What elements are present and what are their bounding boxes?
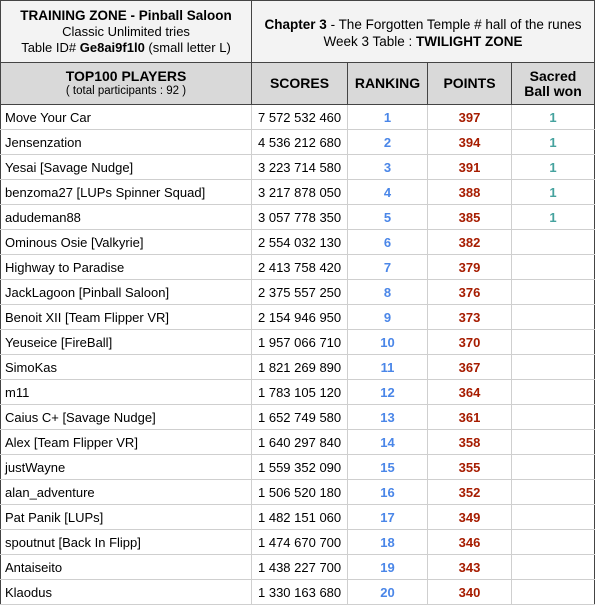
table-row[interactable] (1, 230, 595, 255)
ranking-cell[interactable]: 10 (348, 330, 428, 355)
zone-title: TRAINING ZONE - Pinball Saloon (20, 7, 232, 23)
score-cell[interactable]: 3 217 878 050 (252, 180, 348, 205)
points-cell[interactable]: 352 (428, 480, 512, 505)
player-name-cell[interactable]: Highway to Paradise (1, 255, 252, 280)
ranking-cell[interactable]: 4 (348, 180, 428, 205)
score-cell[interactable]: 1 957 066 710 (252, 330, 348, 355)
player-name-cell[interactable]: Benoit XII [Team Flipper VR] (1, 305, 252, 330)
points-cell[interactable]: 346 (428, 530, 512, 555)
points-cell[interactable]: 340 (428, 580, 512, 605)
ranking-cell[interactable]: 9 (348, 305, 428, 330)
score-cell[interactable]: 7 572 532 460 (252, 105, 348, 130)
ranking-cell[interactable]: 17 (348, 505, 428, 530)
score-cell[interactable]: 4 536 212 680 (252, 130, 348, 155)
table-row[interactable] (1, 405, 595, 430)
score-cell[interactable]: 1 330 163 680 (252, 580, 348, 605)
ranking-cell[interactable]: 14 (348, 430, 428, 455)
ranking-cell[interactable]: 7 (348, 255, 428, 280)
table-row[interactable] (1, 180, 595, 205)
player-name-cell[interactable]: Pat Panik [LUPs] (1, 505, 252, 530)
player-name-cell[interactable]: m11 (1, 380, 252, 405)
sacred-ball-cell[interactable]: 1 (512, 105, 595, 130)
table-row[interactable] (1, 330, 595, 355)
table-row[interactable] (1, 480, 595, 505)
table-row[interactable] (1, 130, 595, 155)
table-row[interactable] (1, 105, 595, 130)
players-header-label: TOP100 PLAYERS (65, 67, 187, 84)
sacred-ball-cell[interactable] (512, 380, 595, 405)
ranking-cell[interactable]: 13 (348, 405, 428, 430)
table-name: TWILIGHT ZONE (416, 33, 523, 49)
table-row[interactable] (1, 305, 595, 330)
points-cell[interactable]: 367 (428, 355, 512, 380)
score-cell[interactable]: 2 554 032 130 (252, 230, 348, 255)
players-column-header[interactable] (1, 63, 252, 105)
chapter-info-cell (252, 1, 595, 63)
table-row[interactable] (1, 580, 595, 605)
sacred-ball-cell[interactable] (512, 255, 595, 280)
table-row[interactable] (1, 530, 595, 555)
player-name-cell[interactable]: Yeuseice [FireBall] (1, 330, 252, 355)
player-name-cell[interactable]: alan_adventure (1, 480, 252, 505)
points-column-header[interactable]: POINTS (428, 63, 512, 105)
table-row[interactable] (1, 205, 595, 230)
table-row[interactable] (1, 255, 595, 280)
ranking-cell[interactable]: 19 (348, 555, 428, 580)
sacred-ball-cell[interactable] (512, 280, 595, 305)
scores-column-header[interactable]: SCORES (252, 63, 348, 105)
points-cell[interactable]: 376 (428, 280, 512, 305)
player-name-cell[interactable]: Caius C+ [Savage Nudge] (1, 405, 252, 430)
ranking-cell[interactable]: 18 (348, 530, 428, 555)
ranking-cell[interactable]: 11 (348, 355, 428, 380)
sacred-ball-cell[interactable] (512, 530, 595, 555)
ranking-cell[interactable]: 8 (348, 280, 428, 305)
player-name-cell[interactable]: Ominous Osie [Valkyrie] (1, 230, 252, 255)
points-cell[interactable]: 355 (428, 455, 512, 480)
points-cell[interactable]: 391 (428, 155, 512, 180)
score-cell[interactable]: 1 821 269 890 (252, 355, 348, 380)
score-cell[interactable]: 1 438 227 700 (252, 555, 348, 580)
sacred-header-line2: Ball won (524, 82, 582, 99)
score-cell[interactable]: 1 652 749 580 (252, 405, 348, 430)
score-cell[interactable]: 1 640 297 840 (252, 430, 348, 455)
player-name-cell[interactable]: adudeman88 (1, 205, 252, 230)
sacred-ball-cell[interactable] (512, 505, 595, 530)
column-header-row (1, 63, 595, 105)
player-name-cell[interactable]: SimoKas (1, 355, 252, 380)
table-row[interactable] (1, 380, 595, 405)
score-cell[interactable]: 2 375 557 250 (252, 280, 348, 305)
player-rows (1, 105, 595, 605)
player-name-cell[interactable]: benzoma27 [LUPs Spinner Squad] (1, 180, 252, 205)
sacred-ball-cell[interactable] (512, 305, 595, 330)
points-cell[interactable]: 364 (428, 380, 512, 405)
player-name-cell[interactable]: spoutnut [Back In Flipp] (1, 530, 252, 555)
ranking-cell[interactable]: 15 (348, 455, 428, 480)
title-row (1, 1, 595, 63)
player-name-cell[interactable]: justWayne (1, 455, 252, 480)
score-cell[interactable]: 1 783 105 120 (252, 380, 348, 405)
sacred-column-header[interactable] (512, 63, 595, 105)
table-id-value: Ge8ai9f1l0 (79, 39, 145, 55)
sacred-ball-cell[interactable] (512, 455, 595, 480)
points-cell[interactable]: 349 (428, 505, 512, 530)
points-cell[interactable]: 358 (428, 430, 512, 455)
points-cell[interactable]: 379 (428, 255, 512, 280)
player-name-cell[interactable]: Antaiseito (1, 555, 252, 580)
points-cell[interactable]: 361 (428, 405, 512, 430)
ranking-cell[interactable]: 1 (348, 105, 428, 130)
points-cell[interactable]: 382 (428, 230, 512, 255)
sacred-ball-cell[interactable]: 1 (512, 130, 595, 155)
player-name-cell[interactable]: JackLagoon [Pinball Saloon] (1, 280, 252, 305)
player-name-cell[interactable]: Move Your Car (1, 105, 252, 130)
points-cell[interactable]: 385 (428, 205, 512, 230)
table-row[interactable] (1, 505, 595, 530)
week-line (252, 33, 594, 50)
score-cell[interactable]: 2 154 946 950 (252, 305, 348, 330)
table-row[interactable] (1, 555, 595, 580)
score-cell[interactable]: 3 057 778 350 (252, 205, 348, 230)
sacred-ball-cell[interactable]: 1 (512, 205, 595, 230)
points-cell[interactable]: 343 (428, 555, 512, 580)
sacred-ball-cell[interactable] (512, 555, 595, 580)
sacred-ball-cell[interactable]: 1 (512, 180, 595, 205)
table-row[interactable] (1, 455, 595, 480)
table-row[interactable] (1, 155, 595, 180)
ranking-column-header[interactable]: RANKING (348, 63, 428, 105)
ranking-cell[interactable]: 12 (348, 380, 428, 405)
zone-mode: Classic Unlimited tries (62, 23, 190, 39)
ranking-cell[interactable]: 20 (348, 580, 428, 605)
points-cell[interactable]: 394 (428, 130, 512, 155)
points-cell[interactable]: 370 (428, 330, 512, 355)
ranking-cell[interactable]: 2 (348, 130, 428, 155)
points-cell[interactable]: 373 (428, 305, 512, 330)
participants-count: ( total participants : 92 ) (65, 84, 187, 97)
sacred-ball-cell[interactable] (512, 405, 595, 430)
sacred-ball-cell[interactable] (512, 230, 595, 255)
ranking-cell[interactable]: 3 (348, 155, 428, 180)
points-cell[interactable]: 388 (428, 180, 512, 205)
chapter-line (252, 16, 594, 33)
score-cell[interactable]: 2 413 758 420 (252, 255, 348, 280)
player-name-cell[interactable]: Yesai [Savage Nudge] (1, 155, 252, 180)
points-cell[interactable]: 397 (428, 105, 512, 130)
score-cell[interactable]: 1 474 670 700 (252, 530, 348, 555)
sacred-ball-cell[interactable] (512, 330, 595, 355)
sacred-ball-cell[interactable] (512, 580, 595, 605)
ranking-cell[interactable]: 5 (348, 205, 428, 230)
ranking-cell[interactable]: 16 (348, 480, 428, 505)
table-id-line (3, 40, 249, 56)
table-id-label: Table ID# (21, 39, 77, 55)
ranking-cell[interactable]: 6 (348, 230, 428, 255)
sacred-ball-cell[interactable] (512, 355, 595, 380)
player-name-cell[interactable]: Alex [Team Flipper VR] (1, 430, 252, 455)
sacred-ball-cell[interactable] (512, 430, 595, 455)
chapter-title: - The Forgotten Temple # hall of the runes (326, 16, 582, 32)
score-cell[interactable]: 3 223 714 580 (252, 155, 348, 180)
score-cell[interactable]: 1 559 352 090 (252, 455, 348, 480)
player-name-cell[interactable]: Jensenzation (1, 130, 252, 155)
sacred-ball-cell[interactable] (512, 480, 595, 505)
table-id-note: (small letter L) (148, 39, 231, 55)
table-row[interactable] (1, 430, 595, 455)
score-cell[interactable]: 1 506 520 180 (252, 480, 348, 505)
chapter-label: Chapter 3 (264, 16, 327, 32)
player-name-cell[interactable]: Klaodus (1, 580, 252, 605)
table-row[interactable] (1, 355, 595, 380)
week-label: Week 3 Table : (323, 33, 417, 49)
zone-info-cell (1, 1, 252, 63)
table-row[interactable] (1, 280, 595, 305)
sacred-ball-cell[interactable]: 1 (512, 155, 595, 180)
sacred-header-line1: Sacred (529, 67, 577, 84)
score-cell[interactable]: 1 482 151 060 (252, 505, 348, 530)
